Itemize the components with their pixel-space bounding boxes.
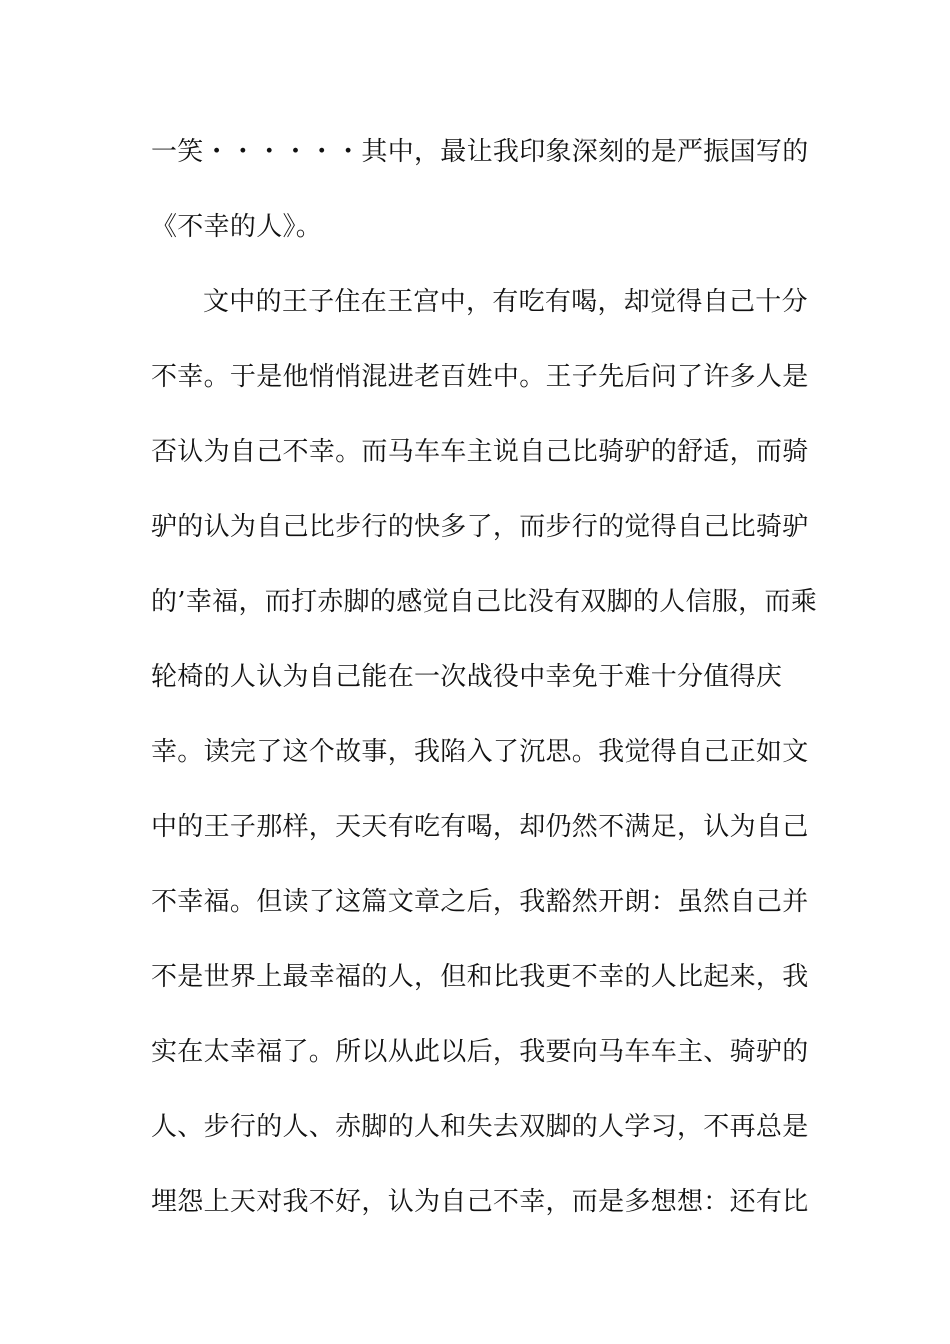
text-line: 的’幸福，而打赤脚的感觉自己比没有双脚的人信服，而乘 bbox=[151, 587, 818, 617]
text-line: 不是世界上最幸福的人，但和比我更不幸的人比起来，我 bbox=[151, 962, 809, 992]
text-line: 不幸。于是他悄悄混进老百姓中。王子先后问了许多人是 bbox=[151, 362, 809, 392]
text-line: 否认为自己不幸。而马车车主说自己比骑驴的舒适，而骑 bbox=[151, 437, 809, 467]
text-line: 驴的认为自己比步行的快多了，而步行的觉得自己比骑驴 bbox=[151, 512, 809, 542]
text-line: 一笑・・・・・・其中，最让我印象深刻的是严振国写的 bbox=[151, 137, 809, 167]
text-line: 《不幸的人》。 bbox=[151, 212, 323, 242]
paragraph-start-line: 文中的王子住在王宫中，有吃有喝，却觉得自己十分 bbox=[203, 287, 808, 317]
text-line: 幸。读完了这个故事，我陷入了沉思。我觉得自己正如文 bbox=[151, 737, 809, 767]
text-line: 埋怨上天对我不好，认为自己不幸，而是多想想：还有比 bbox=[151, 1187, 809, 1217]
text-line: 实在太幸福了。所以从此以后，我要向马车车主、骑驴的 bbox=[151, 1037, 809, 1067]
text-line: 人、步行的人、赤脚的人和失去双脚的人学习，不再总是 bbox=[151, 1112, 809, 1142]
text-line: 轮椅的人认为自己能在一次战役中幸免于难十分值得庆 bbox=[151, 662, 783, 692]
text-line: 不幸福。但读了这篇文章之后，我豁然开朗：虽然自己并 bbox=[151, 887, 809, 917]
text-line: 中的王子那样，天天有吃有喝，却仍然不满足，认为自己 bbox=[151, 812, 809, 842]
